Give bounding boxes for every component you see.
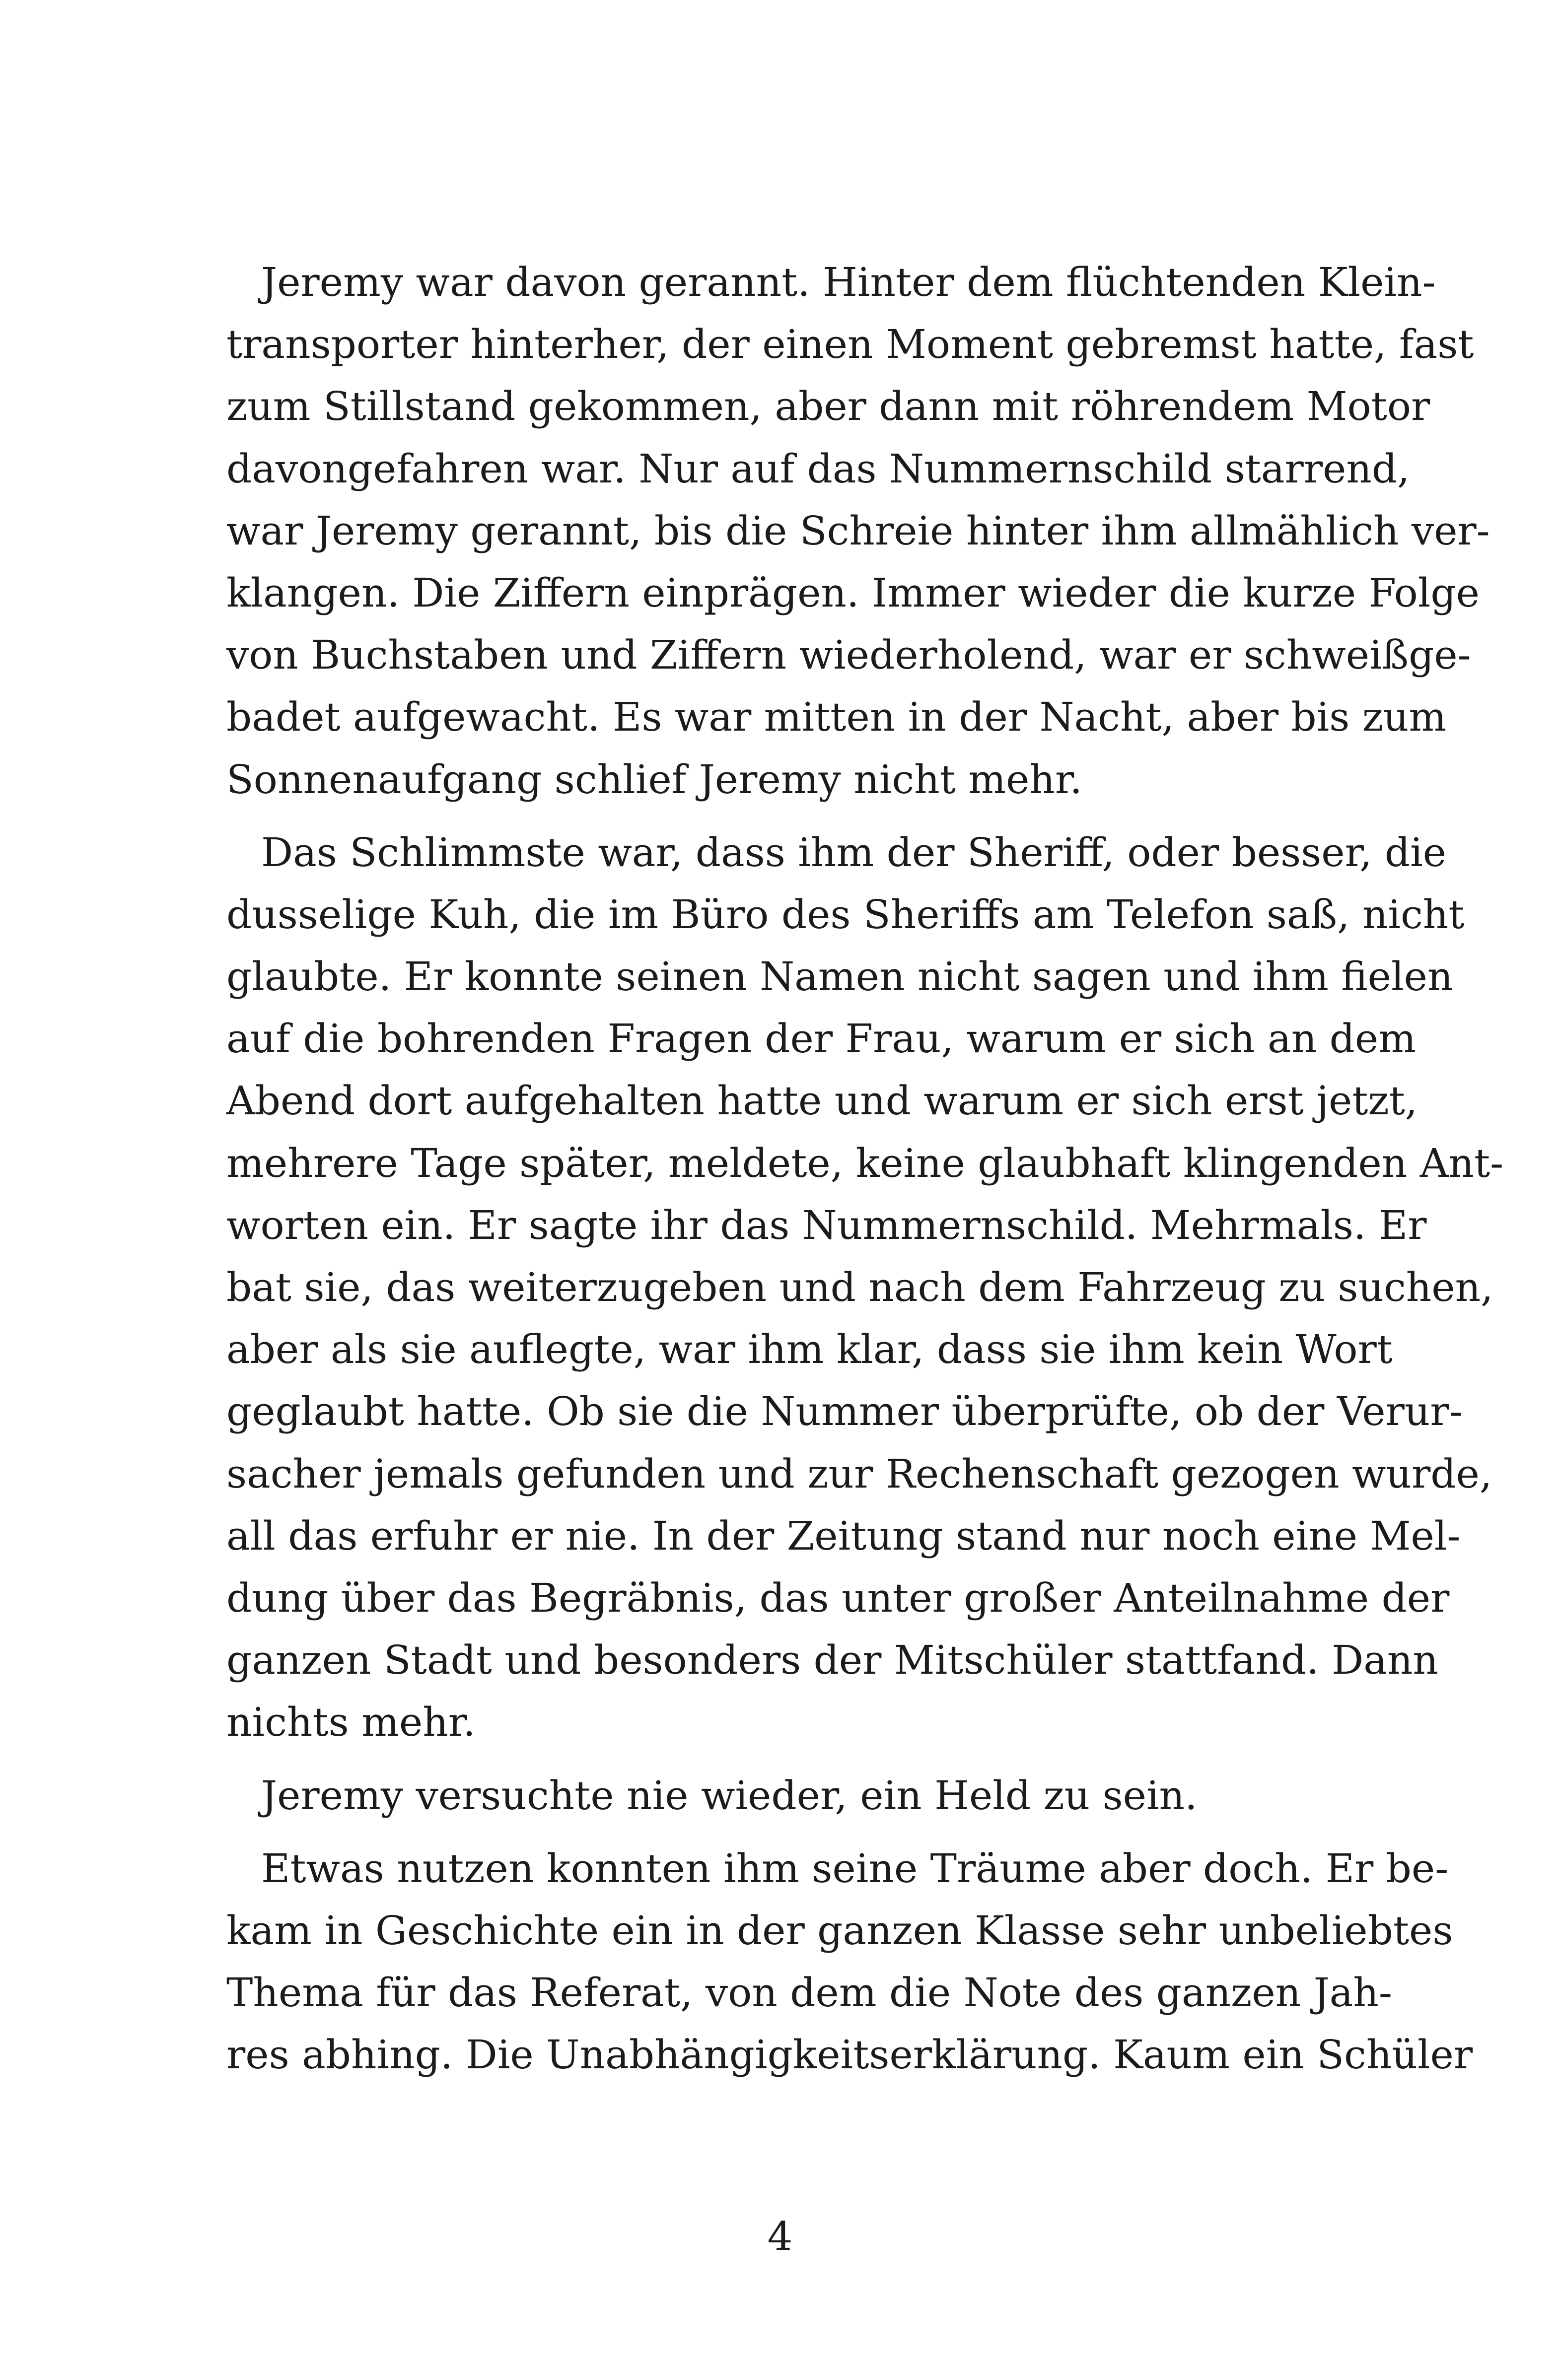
text-line: ganzen Stadt und besonders der Mitschüler stattfand. Dann bbox=[226, 1637, 1438, 1684]
text-line: auf die bohrenden Fragen der Frau, warum er sich an dem bbox=[226, 1016, 1417, 1062]
text-line: zum Stillstand gekommen, aber dann mit röhrendem Motor bbox=[226, 383, 1430, 430]
text-line: Jeremy versuchte nie wieder, ein Held zu sein. bbox=[261, 1772, 1198, 1819]
text-line: kam in Geschichte ein in der ganzen Klasse sehr unbeliebtes bbox=[226, 1907, 1453, 1954]
text-line: bat sie, das weiterzugeben und nach dem Fahrzeug zu suchen, bbox=[226, 1264, 1493, 1310]
text-line: badet aufgewacht. Es war mitten in der Nacht, aber bis zum bbox=[226, 694, 1447, 741]
text-line: von Buchstaben und Ziffern wiederholend, war er schweißge- bbox=[226, 632, 1471, 679]
text-line: Thema für das Referat, von dem die Note des ganzen Jah- bbox=[226, 1970, 1392, 2016]
text-line: all das erfuhr er nie. In der Zeitung stand nur noch eine Mel- bbox=[226, 1512, 1461, 1559]
text-line: Etwas nutzen konnten ihm seine Träume aber doch. Er be- bbox=[261, 1845, 1449, 1892]
text-line: Jeremy war davon gerannt. Hinter dem flüchtenden Klein- bbox=[261, 259, 1436, 305]
paragraph-2 bbox=[226, 821, 1504, 1754]
text-line: war Jeremy gerannt, bis die Schreie hinter ihm allmählich ver- bbox=[226, 507, 1490, 554]
text-line: mehrere Tage später, meldete, keine glaubhaft klingenden Ant- bbox=[226, 1140, 1504, 1186]
text-line: worten ein. Er sagte ihr das Nummernschild. Mehrmals. Er bbox=[226, 1202, 1427, 1248]
paragraph-1 bbox=[226, 251, 1490, 811]
text-line: davongefahren war. Nur auf das Nummernschild starrend, bbox=[226, 445, 1410, 492]
text-line: transporter hinterher, der einen Moment gebremst hatte, fast bbox=[226, 321, 1474, 368]
text-line: sacher jemals gefunden und zur Rechenschaft gezogen wurde, bbox=[226, 1450, 1492, 1497]
paragraph-3 bbox=[226, 1765, 1353, 1827]
text-line: res abhing. Die Unabhängigkeitserklärung. Kaum ein Schüler bbox=[226, 2032, 1473, 2078]
text-line: Abend dort aufgehalten hatte und warum er sich erst jetzt, bbox=[226, 1078, 1418, 1124]
text-line: Das Schlimmste war, dass ihm der Sheriff, oder besser, die bbox=[261, 829, 1447, 876]
text-line: klangen. Die Ziffern einprägen. Immer wieder die kurze Folge bbox=[226, 569, 1480, 616]
page-number: 4 bbox=[767, 2213, 793, 2259]
text-line: geglaubt hatte. Ob sie die Nummer überprüfte, ob der Verur- bbox=[226, 1388, 1463, 1435]
text-line: glaubte. Er konnte seinen Namen nicht sagen und ihm fielen bbox=[226, 953, 1453, 1000]
text-line: Sonnenaufgang schlief Jeremy nicht mehr. bbox=[226, 756, 1082, 803]
text-line: dusselige Kuh, die im Büro des Sheriffs am Telefon saß, nicht bbox=[226, 891, 1465, 938]
text-line: nichts mehr. bbox=[226, 1699, 476, 1746]
paragraph-4 bbox=[226, 1837, 1473, 2086]
text-line: dung über das Begräbnis, das unter großer Anteilnahme der bbox=[226, 1574, 1450, 1621]
body-text bbox=[226, 251, 1504, 2086]
text-line: aber als sie auflegte, war ihm klar, dass sie ihm kein Wort bbox=[226, 1326, 1393, 1373]
